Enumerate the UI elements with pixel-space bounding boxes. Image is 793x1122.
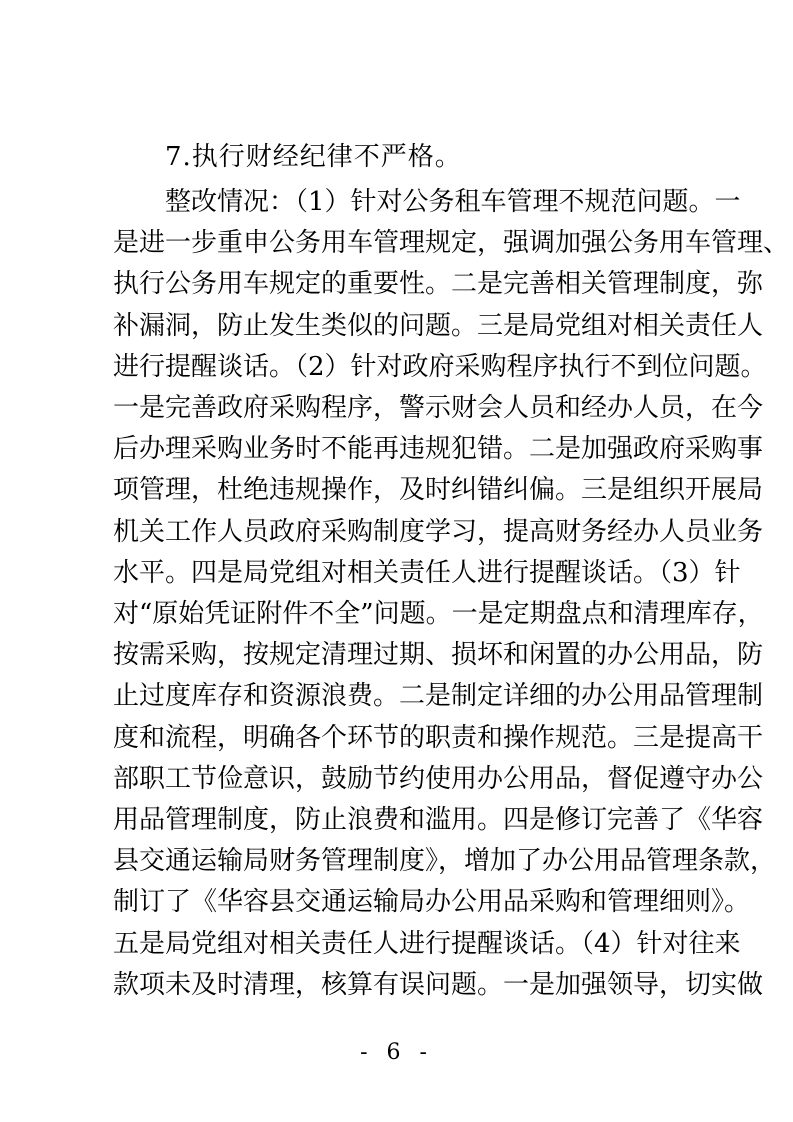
- page-number: - 6 -: [360, 1040, 433, 1065]
- paragraph-line: 止过度库存和资源浪费。二是制定详细的办公用品管理制: [113, 681, 764, 712]
- paragraph-line: 一是完善政府采购程序，警示财会人员和经办人员，在今: [113, 393, 764, 423]
- paragraph-line: 机关工作人员政府采购制度学习，提高财务经办人员业务: [113, 516, 764, 547]
- paragraph-line: 部职工节俭意识，鼓励节约使用办公用品，督促遵守办公: [113, 763, 764, 794]
- paragraph-line: 项管理，杜绝违规操作，及时纠错纠偏。三是组织开展局: [113, 475, 764, 506]
- paragraph-line: 进行提醒谈话。（2）针对政府采购程序执行不到位问题。: [113, 351, 767, 382]
- paragraph-line: 是进一步重申公务用车管理规定，强调加强公务用车管理、: [113, 228, 790, 259]
- paragraph-line: 度和流程，明确各个环节的职责和操作规范。三是提高干: [113, 722, 764, 753]
- paragraph-line: 款项未及时清理，核算有误问题。一是加强领导，切实做: [113, 969, 764, 1000]
- paragraph-line: 按需采购，按规定清理过期、损坏和闲置的办公用品，防: [113, 640, 764, 671]
- paragraph-line: 整改情况：（1）针对公务租车管理不规范问题。一: [165, 187, 741, 217]
- paragraph-line: 县交通运输局财务管理制度》，增加了办公用品管理条款，: [113, 846, 777, 877]
- paragraph-line: 用品管理制度，防止浪费和滥用。四是修订完善了《华容: [113, 805, 764, 835]
- paragraph-line: 对“原始凭证附件不全”问题。一是定期盘点和清理库存，: [113, 599, 764, 629]
- section-heading: 7.执行财经纪律不严格。: [165, 142, 462, 172]
- paragraph-line: 水平。四是局党组对相关责任人进行提醒谈话。（3）针: [113, 557, 741, 588]
- paragraph-line: 制订了《华容县交通运输局办公用品采购和管理细则》。: [113, 887, 751, 918]
- paragraph-line: 后办理采购业务时不能再违规犯错。二是加强政府采购事: [113, 434, 764, 465]
- paragraph-line: 补漏洞，防止发生类似的问题。三是局党组对相关责任人: [113, 310, 764, 341]
- paragraph-line: 五是局党组对相关责任人进行提醒谈话。（4）针对往来: [113, 928, 741, 959]
- paragraph-line: 执行公务用车规定的重要性。二是完善相关管理制度，弥: [113, 269, 764, 300]
